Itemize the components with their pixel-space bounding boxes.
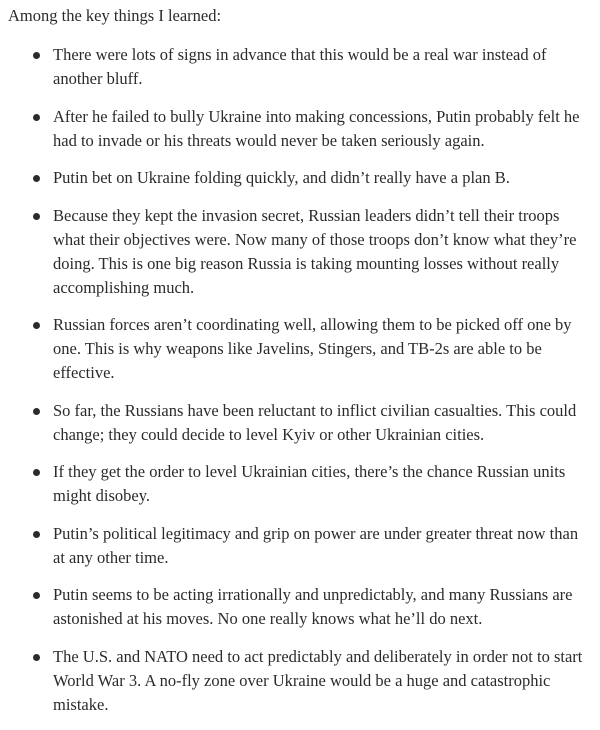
- list-item: [8, 583, 600, 631]
- list-item: [8, 399, 600, 447]
- bullet-icon: [33, 469, 40, 476]
- list-item-text: If they get the order to level Ukrainian cities, there’s the chance Russian units might disobey.: [53, 462, 566, 505]
- bullet-icon: [33, 213, 40, 220]
- list-item: [8, 105, 600, 153]
- bullet-icon: [33, 408, 40, 415]
- list-item-text: The U.S. and NATO need to act predictably and deliberately in order not to start World War 3. A no-fly zone over Ukraine would be a huge and catastrophic mistake.: [53, 646, 583, 714]
- bullet-icon: [33, 531, 40, 538]
- list-item-text: Russian forces aren’t coordinating well, allowing them to be picked off one by one. This is why weapons like Javelins, Stingers, and TB-2s are able to be effective.: [53, 315, 572, 382]
- list-item-text: So far, the Russians have been reluctant to inflict civilian casualties. This could change; they could decide to level Kyiv or other Ukrainian cities.: [53, 400, 577, 444]
- list-item: [8, 460, 600, 508]
- list-item: [8, 522, 600, 570]
- bullet-icon: [33, 654, 40, 661]
- bullet-icon: [33, 52, 40, 59]
- bullet-icon: [33, 175, 40, 182]
- key-learnings-list: [8, 43, 600, 717]
- list-item: [8, 43, 600, 91]
- list-item: [8, 204, 600, 300]
- bullet-icon: [33, 322, 40, 329]
- intro-paragraph: Among the key things I learned:: [8, 6, 222, 25]
- list-item-text: Putin bet on Ukraine folding quickly, and didn’t really have a plan B.: [53, 168, 510, 187]
- list-item-text: Putin’s political legitimacy and grip on power are under greater threat now than at any other time.: [53, 523, 579, 567]
- list-item-text: After he failed to bully Ukraine into making concessions, Putin probably felt he had to invade or his threats would never be taken seriously again.: [53, 106, 580, 150]
- list-item-text: Putin seems to be acting irrationally and unpredictably, and many Russians are astonished at his moves. No one really knows what he’ll do next.: [53, 585, 573, 628]
- list-item-text: There were lots of signs in advance that this would be a real war instead of another bluff.: [53, 45, 547, 88]
- list-item: [8, 313, 600, 385]
- list-item: [8, 166, 600, 190]
- bullet-icon: [33, 592, 40, 599]
- list-item: [8, 645, 600, 717]
- bullet-icon: [33, 114, 40, 121]
- list-item-text: Because they kept the invasion secret, Russian leaders didn’t tell their troops what their objectives were. Now many of those troops don’t know what they’re doing. This is one big reason Russia is taking mounting losses without really accomplishing much.: [53, 205, 577, 297]
